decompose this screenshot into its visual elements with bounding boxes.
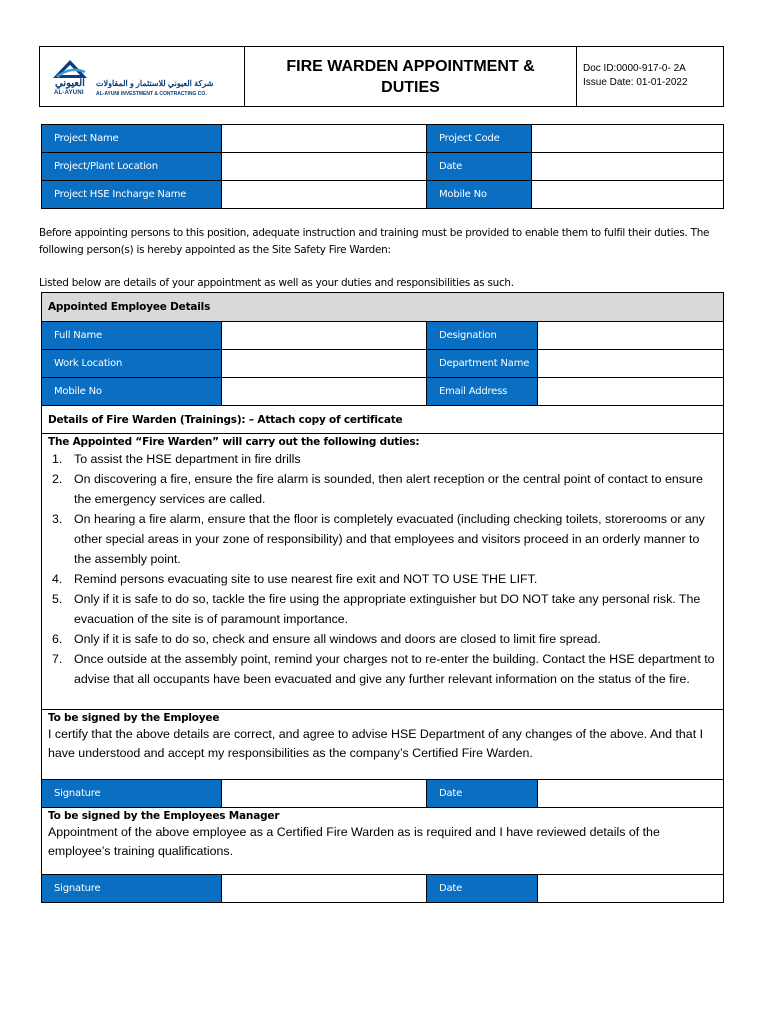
logo-english-full: AL-AYUNI INVESTMENT & CONTRACTING CO. [96, 91, 207, 97]
duty-number: 5. [52, 592, 63, 606]
duty-text: Only if it is safe to do so, tackle the fire using the appropriate extinguisher but DO NOT take any personal risk. The evacuation of the site is of paramount importance. [74, 592, 701, 626]
duty-text: On discovering a fire, ensure the fire alarm is sounded, then alert reception or the central point of contact to ensure the emergency services are called. [74, 472, 703, 506]
employee-signoff-section [42, 710, 724, 780]
duty-item [48, 469, 717, 509]
employee-mobile-label: Mobile No [42, 378, 222, 406]
employee-sign-date-field[interactable] [538, 780, 724, 808]
duty-item [48, 449, 717, 469]
manager-signoff-section [42, 808, 724, 875]
duty-number: 6. [52, 632, 63, 646]
project-date-label: Date [427, 153, 532, 181]
duty-text: On hearing a fire alarm, ensure that the floor is completely evacuated (including checking toilets, storerooms or any other special areas in your zone of responsibility) and that employees and visitors proceed in an orderly manner to the assembly point. [74, 512, 705, 566]
duty-text: Remind persons evacuating site to use nearest fire exit and NOT TO USE THE LIFT. [74, 572, 538, 586]
duties-section [42, 434, 724, 710]
full-name-label: Full Name [42, 322, 222, 350]
document-meta [577, 47, 723, 106]
company-logo [40, 47, 245, 106]
project-details-table [41, 124, 724, 209]
appointment-table [41, 292, 724, 903]
duty-text: Once outside at the assembly point, remind your charges not to re-enter the building. Contact the HSE department to advise that all occupants have been evacuated and give any further relevant information on the status of the fire. [74, 652, 715, 686]
project-name-field[interactable] [222, 125, 427, 153]
al-ayuni-logo-icon [53, 60, 87, 78]
issue-date: Issue Date: 01-01-2022 [583, 77, 688, 88]
trainings-row[interactable]: Details of Fire Warden (Trainings): – Attach copy of certificate [42, 406, 724, 434]
email-field[interactable] [538, 378, 724, 406]
project-name-label: Project Name [42, 125, 222, 153]
logo-arabic-short: العيوني [55, 78, 85, 89]
duty-number: 2. [52, 472, 63, 486]
project-date-field[interactable] [532, 153, 724, 181]
manager-signature-field[interactable] [222, 875, 427, 903]
designation-label: Designation [427, 322, 538, 350]
duty-text: Only if it is safe to do so, check and ensure all windows and doors are closed to limit fire spread. [74, 632, 601, 646]
duty-number: 3. [52, 512, 63, 526]
project-code-label: Project Code [427, 125, 532, 153]
manager-signoff-title: To be signed by the Employees Manager [48, 810, 280, 822]
duty-item [48, 509, 717, 569]
employee-signature-field[interactable] [222, 780, 427, 808]
project-code-field[interactable] [532, 125, 724, 153]
project-mobile-label: Mobile No [427, 181, 532, 209]
project-mobile-field[interactable] [532, 181, 724, 209]
logo-english-short: AL-AYUNI [54, 90, 84, 96]
duties-title: The Appointed “Fire Warden” will carry out the following duties: [48, 436, 420, 448]
duty-number: 1. [52, 452, 63, 466]
designation-field[interactable] [538, 322, 724, 350]
manager-signoff-text: Appointment of the above employee as a Certified Fire Warden as is required and I have reviewed details of the employee’s training qualifications. [48, 825, 660, 858]
work-location-field[interactable] [222, 350, 427, 378]
hse-incharge-field[interactable] [222, 181, 427, 209]
employee-mobile-field[interactable] [222, 378, 427, 406]
duty-text: To assist the HSE department in fire drills [74, 452, 301, 466]
duties-list [48, 449, 717, 689]
duty-item [48, 569, 717, 589]
duty-item [48, 629, 717, 649]
department-label: Department Name [427, 350, 538, 378]
employee-signoff-title: To be signed by the Employee [48, 712, 220, 724]
employee-signature-label: Signature [42, 780, 222, 808]
duty-number: 7. [52, 652, 63, 666]
intro-paragraph: Before appointing persons to this position, adequate instruction and training must be provided to enable them to fulfil their duties. The following person(s) is hereby appointed as the Site Safety Fire Warden: [39, 227, 710, 256]
email-label: Email Address [427, 378, 538, 406]
manager-signature-label: Signature [42, 875, 222, 903]
logo-arabic-full: شركة العيوني للاستثمار و المقاولات [96, 79, 214, 88]
duty-item [48, 649, 717, 689]
duty-number: 4. [52, 572, 63, 586]
department-field[interactable] [538, 350, 724, 378]
project-location-label: Project/Plant Location [42, 153, 222, 181]
work-location-label: Work Location [42, 350, 222, 378]
full-name-field[interactable] [222, 322, 427, 350]
project-location-field[interactable] [222, 153, 427, 181]
employee-signoff-text: I certify that the above details are correct, and agree to advise HSE Department of any changes of the above. And that I have understood and accept my responsibilities as the company’s Certified Fire Warden. [48, 727, 704, 760]
manager-sign-date-field[interactable] [538, 875, 724, 903]
intro-listed-below: Listed below are details of your appointment as well as your duties and responsibilities as such. [39, 277, 514, 289]
hse-incharge-label: Project HSE Incharge Name [42, 181, 222, 209]
document-title: FIRE WARDEN APPOINTMENT & DUTIES [245, 47, 577, 106]
employee-details-heading: Appointed Employee Details [42, 293, 724, 322]
duty-item [48, 589, 717, 629]
employee-sign-date-label: Date [427, 780, 538, 808]
manager-sign-date-label: Date [427, 875, 538, 903]
doc-id: Doc ID:0000-917-0- 2A [583, 63, 686, 74]
document-header [39, 46, 724, 107]
